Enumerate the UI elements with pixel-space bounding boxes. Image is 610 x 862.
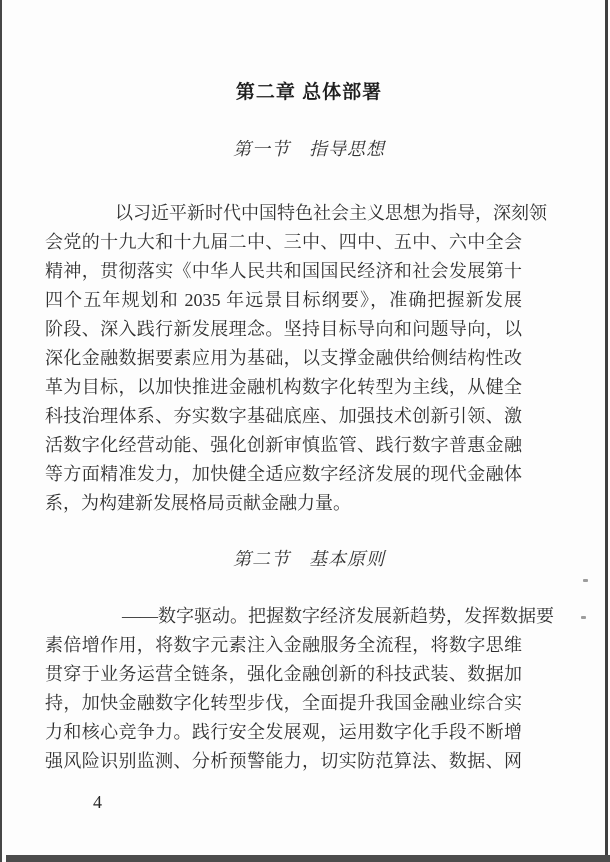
text-line: 等方面精准发力，加快健全适应数字经济发展的现代金融体 [45,464,522,484]
section-1-paragraph [45,199,547,518]
section-2-paragraph [45,602,554,776]
scan-edge-bottom [6,855,610,862]
text-line: 会党的十九大和十九届二中、三中、四中、五中、六中全会 [45,232,522,252]
section-1-title: 第一节 指导思想 [233,139,385,159]
text-line: 科技治理体系、夯实数字基础底座、加强技术创新引领、激 [45,406,522,426]
scan-speck [583,579,588,582]
section-2-title: 第二节 基本原则 [233,549,385,569]
text-line: 素倍增作用，将数字元素注入金融服务全流程，将数字思维 [45,635,522,655]
scan-speck [581,616,586,619]
text-line: 力和核心竞争力。践行安全发展观，运用数字化手段不断增 [45,722,522,742]
page-number: 4 [93,792,102,812]
text-line: 系，为构建新发展格局贡献金融力量。 [45,493,351,513]
chapter-title: 第二章 总体部署 [235,82,383,103]
text-line: 贯穿于业务运营全链条，强化金融创新的科技武装、数据加 [45,664,522,684]
scan-edge-right [605,0,608,862]
text-line: 阶段、深入践行新发展理念。坚持目标导向和问题导向，以 [45,319,522,339]
text-line: 革为目标，以加快推进金融机构数字化转型为主线，从健全 [45,377,522,397]
text-line: 四个五年规划和 2035 年远景目标纲要》，准确把握新发展 [45,290,522,310]
text-line: 持，加快金融数字化转型步伐，全面提升我国金融业综合实 [45,693,522,713]
text-line: 活数字化经营动能、强化创新审慎监管、践行数字普惠金融 [45,435,522,455]
text-line: ——数字驱动。把握数字经济发展新趋势，发挥数据要 [122,606,554,626]
text-line: 强风险识别监测、分析预警能力，切实防范算法、数据、网 [45,751,522,771]
scan-edge-left [0,0,2,862]
text-line: 以习近平新时代中国特色社会主义思想为指导，深刻领 [115,203,547,223]
text-line: 深化金融数据要素应用为基础，以支撑金融供给侧结构性改 [45,348,522,368]
text-line: 精神，贯彻落实《中华人民共和国国民经济和社会发展第十 [45,261,522,281]
